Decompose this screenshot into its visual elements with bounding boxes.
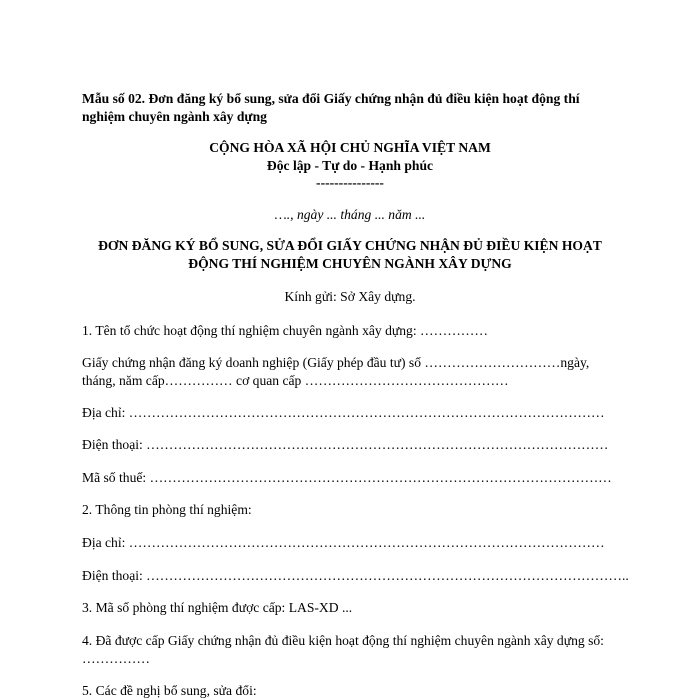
form-label-line2: nghiệm chuyên ngành xây dựng bbox=[82, 109, 267, 124]
application-title-line2: ĐỘNG THÍ NGHIỆM CHUYÊN NGÀNH XÂY DỰNG bbox=[188, 256, 512, 271]
item2-address: Địa chỉ: …………………………………………………………………………………………… bbox=[82, 535, 605, 550]
item1-org-name: 1. Tên tổ chức hoạt động thí nghiệm chuyên ngành xây dựng: …………… bbox=[82, 323, 488, 338]
item2-heading: 2. Thông tin phòng thí nghiệm: bbox=[82, 502, 252, 517]
addressee: Kính gửi: Sở Xây dựng. bbox=[284, 289, 416, 304]
item1-tax-code: Mã số thuế: ………………………………………………………………………………………… bbox=[82, 470, 612, 485]
item1-address: Địa chỉ: …………………………………………………………………………………………… bbox=[82, 405, 605, 420]
item2-phone: Điện thoại: …………………………………………………………………………………………….. bbox=[82, 568, 629, 583]
item1-cert-line2: tháng, năm cấp…………… cơ quan cấp ……………………………………… bbox=[82, 373, 509, 388]
divider: --------------- bbox=[316, 175, 384, 190]
national-title: CỘNG HÒA XÃ HỘI CHỦ NGHĨA VIỆT NAM bbox=[209, 140, 491, 155]
item4-line2: …………… bbox=[82, 651, 150, 666]
item1-phone: Điện thoại: ………………………………………………………………………………………… bbox=[82, 437, 609, 452]
form-label-line1: Mẫu số 02. Đơn đăng ký bổ sung, sửa đổi Giấy chứng nhận đủ điều kiện hoạt động thí bbox=[82, 91, 580, 106]
item4-line1: 4. Đã được cấp Giấy chứng nhận đủ điều kiện hoạt động thí nghiệm chuyên ngành xây dựng số: bbox=[82, 633, 604, 648]
item3-lab-code: 3. Mã số phòng thí nghiệm được cấp: LAS-XD ... bbox=[82, 600, 353, 615]
date-line: …., ngày ... tháng ... năm ... bbox=[274, 207, 426, 222]
item5-heading: 5. Các đề nghị bổ sung, sửa đổi: bbox=[82, 683, 257, 698]
item1-cert-line1: Giấy chứng nhận đăng ký doanh nghiệp (Giấy phép đầu tư) số …………………………ngày, bbox=[82, 355, 590, 370]
motto: Độc lập - Tự do - Hạnh phúc bbox=[266, 158, 434, 173]
application-title-line1: ĐƠN ĐĂNG KÝ BỔ SUNG, SỬA ĐỔI GIẤY CHỨNG NHẬN ĐỦ ĐIỀU KIỆN HOẠT bbox=[98, 238, 602, 253]
